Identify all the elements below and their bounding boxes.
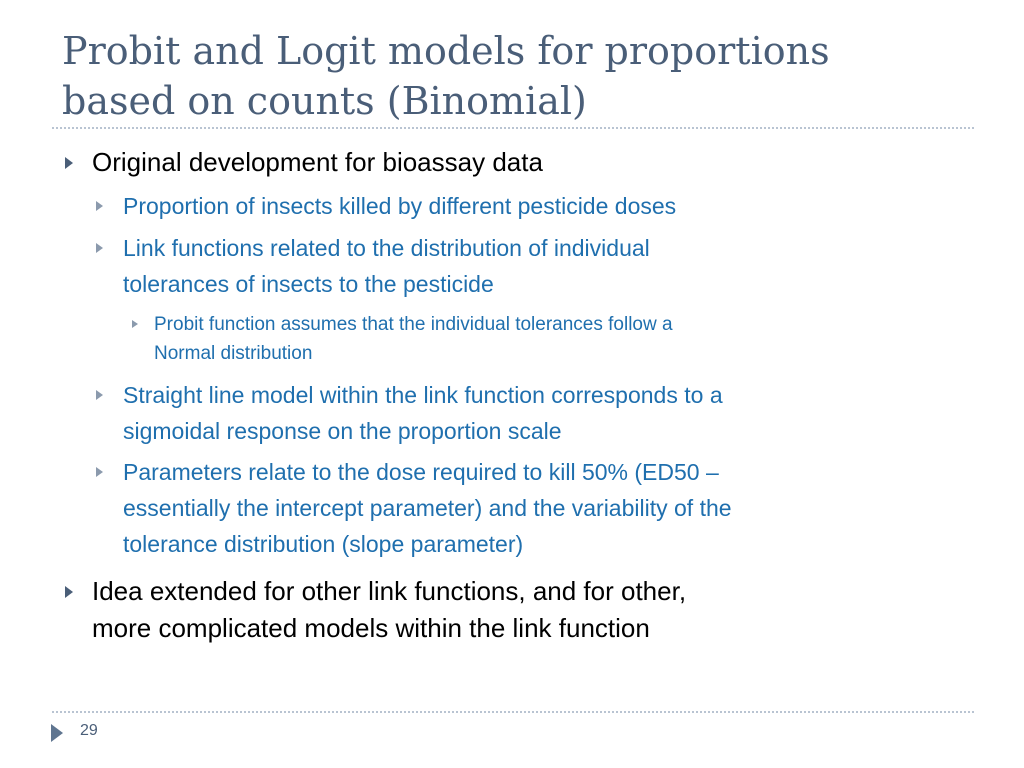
- bullet-text: Original development for bioassay data: [92, 147, 543, 177]
- bullet-text: sigmoidal response on the proportion scale: [123, 418, 562, 444]
- bullet-item: [123, 188, 676, 224]
- bullet-text: tolerances of insects to the pesticide: [123, 271, 494, 297]
- bullet-arrow-icon: [132, 320, 138, 328]
- bullet-item: [92, 573, 686, 647]
- title-divider: [52, 127, 974, 129]
- bullet-text: Link functions related to the distribution of individual: [123, 235, 650, 261]
- bullet-text: essentially the intercept parameter) and the variability of the: [123, 495, 732, 521]
- bullet-text: Proportion of insects killed by different pesticide doses: [123, 193, 677, 219]
- bullet-item: [123, 230, 650, 302]
- bullet-text: Parameters relate to the dose required to kill 50% (ED50 –: [123, 459, 719, 485]
- bullet-arrow-icon: [96, 390, 103, 400]
- footer-divider: [52, 711, 974, 713]
- slide-title: [62, 26, 982, 126]
- bullet-text: Normal distribution: [154, 343, 313, 364]
- bullet-arrow-icon: [96, 201, 103, 211]
- bullet-text: Straight line model within the link function corresponds to a: [123, 382, 723, 408]
- bullet-text: Probit function assumes that the individual tolerances follow a: [154, 314, 673, 335]
- footer-arrow-icon: [51, 724, 63, 742]
- bullet-item: [123, 454, 732, 562]
- bullet-item: [154, 310, 673, 368]
- bullet-arrow-icon: [96, 243, 103, 253]
- bullet-item: [123, 377, 723, 449]
- bullet-text: Idea extended for other link functions, and for other,: [92, 576, 687, 606]
- slide-title-line: Probit and Logit models for proportions: [62, 29, 830, 73]
- slide-title-line: based on counts (Binomial): [62, 79, 587, 123]
- bullet-arrow-icon: [65, 586, 73, 598]
- bullet-item: [92, 144, 543, 181]
- bullet-text: tolerance distribution (slope parameter): [123, 531, 524, 557]
- page-number: 29: [80, 722, 98, 739]
- bullet-arrow-icon: [96, 467, 103, 477]
- bullet-text: more complicated models within the link function: [92, 613, 650, 643]
- bullet-arrow-icon: [65, 157, 73, 169]
